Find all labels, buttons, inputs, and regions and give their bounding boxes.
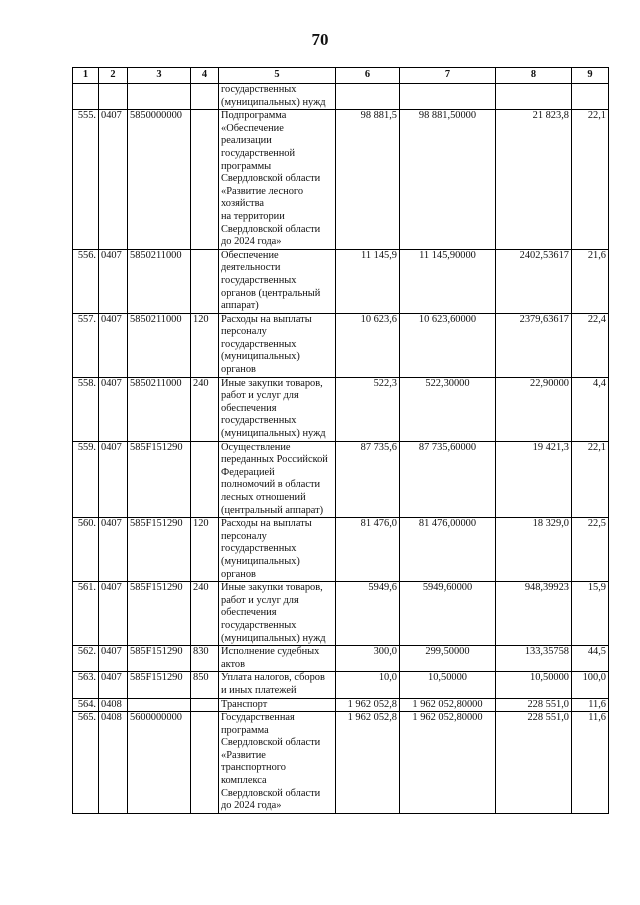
planned-amount: 81 476,00000 xyxy=(400,518,496,582)
planned-amount xyxy=(400,84,496,110)
execution-percent: 22,1 xyxy=(572,110,609,250)
item-name: Расходы на выплаты персоналу государственных (муниципальных) органов xyxy=(219,313,336,377)
target-article-code: 5850211000 xyxy=(128,377,191,441)
approved-amount: 87 735,6 xyxy=(336,441,400,518)
row-number: 562. xyxy=(73,646,99,672)
executed-amount: 948,39923 xyxy=(496,582,572,646)
execution-percent: 21,6 xyxy=(572,249,609,313)
executed-amount: 21 823,8 xyxy=(496,110,572,250)
expense-type-code xyxy=(191,441,219,518)
item-name: Расходы на выплаты персоналу государственных (муниципальных) органов xyxy=(219,518,336,582)
col-header: 8 xyxy=(496,68,572,84)
planned-amount: 1 962 052,80000 xyxy=(400,698,496,712)
executed-amount: 22,90000 xyxy=(496,377,572,441)
expense-type-code xyxy=(191,712,219,814)
table-row xyxy=(73,84,609,110)
target-article-code: 585F151290 xyxy=(128,582,191,646)
executed-amount: 10,50000 xyxy=(496,672,572,698)
item-name: Государственная программа Свердловской области «Развитие транспортного комплекса Свердловской области до 2024 года» xyxy=(219,712,336,814)
approved-amount xyxy=(336,84,400,110)
target-article-code: 585F151290 xyxy=(128,672,191,698)
planned-amount: 98 881,50000 xyxy=(400,110,496,250)
row-number xyxy=(73,84,99,110)
expense-type-code xyxy=(191,698,219,712)
executed-amount: 2379,63617 xyxy=(496,313,572,377)
target-article-code: 585F151290 xyxy=(128,441,191,518)
section-code: 0407 xyxy=(99,441,128,518)
planned-amount: 299,50000 xyxy=(400,646,496,672)
planned-amount: 11 145,90000 xyxy=(400,249,496,313)
target-article-code: 585F151290 xyxy=(128,518,191,582)
section-code: 0407 xyxy=(99,672,128,698)
expense-type-code xyxy=(191,84,219,110)
target-article-code xyxy=(128,698,191,712)
row-number: 561. xyxy=(73,582,99,646)
item-name: Уплата налогов, сборов и иных платежей xyxy=(219,672,336,698)
executed-amount: 228 551,0 xyxy=(496,698,572,712)
item-name: Транспорт xyxy=(219,698,336,712)
item-name: Осуществление переданных Российской Федерацией полномочий в области лесных отношений (центральный аппарат) xyxy=(219,441,336,518)
item-name: Иные закупки товаров, работ и услуг для обеспечения государственных (муниципальных) нужд xyxy=(219,582,336,646)
execution-percent: 22,5 xyxy=(572,518,609,582)
executed-amount: 133,35758 xyxy=(496,646,572,672)
col-header: 1 xyxy=(73,68,99,84)
table-row xyxy=(73,672,609,698)
target-article-code: 5850211000 xyxy=(128,249,191,313)
target-article-code: 5850211000 xyxy=(128,313,191,377)
table-row xyxy=(73,110,609,250)
section-code: 0407 xyxy=(99,377,128,441)
expense-type-code: 240 xyxy=(191,377,219,441)
expense-type-code xyxy=(191,110,219,250)
section-code xyxy=(99,84,128,110)
target-article-code xyxy=(128,84,191,110)
executed-amount xyxy=(496,84,572,110)
executed-amount: 2402,53617 xyxy=(496,249,572,313)
table-row xyxy=(73,377,609,441)
row-number: 560. xyxy=(73,518,99,582)
table-row xyxy=(73,646,609,672)
execution-percent: 100,0 xyxy=(572,672,609,698)
budget-table xyxy=(72,67,609,814)
planned-amount: 10,50000 xyxy=(400,672,496,698)
expense-type-code: 240 xyxy=(191,582,219,646)
execution-percent: 15,9 xyxy=(572,582,609,646)
approved-amount: 1 962 052,8 xyxy=(336,698,400,712)
executed-amount: 228 551,0 xyxy=(496,712,572,814)
expense-type-code: 830 xyxy=(191,646,219,672)
target-article-code: 5850000000 xyxy=(128,110,191,250)
section-code: 0407 xyxy=(99,249,128,313)
section-code: 0408 xyxy=(99,698,128,712)
table-row xyxy=(73,582,609,646)
row-number: 555. xyxy=(73,110,99,250)
execution-percent: 22,4 xyxy=(572,313,609,377)
section-code: 0407 xyxy=(99,518,128,582)
section-code: 0407 xyxy=(99,646,128,672)
expense-type-code xyxy=(191,249,219,313)
planned-amount: 522,30000 xyxy=(400,377,496,441)
execution-percent: 11,6 xyxy=(572,712,609,814)
table-row xyxy=(73,313,609,377)
execution-percent: 22,1 xyxy=(572,441,609,518)
header-row xyxy=(73,68,609,84)
col-header: 3 xyxy=(128,68,191,84)
planned-amount: 1 962 052,80000 xyxy=(400,712,496,814)
execution-percent: 11,6 xyxy=(572,698,609,712)
expense-type-code: 120 xyxy=(191,313,219,377)
table-row xyxy=(73,698,609,712)
executed-amount: 18 329,0 xyxy=(496,518,572,582)
row-number: 556. xyxy=(73,249,99,313)
section-code: 0407 xyxy=(99,582,128,646)
col-header: 2 xyxy=(99,68,128,84)
col-header: 9 xyxy=(572,68,609,84)
row-number: 557. xyxy=(73,313,99,377)
approved-amount: 10 623,6 xyxy=(336,313,400,377)
planned-amount: 10 623,60000 xyxy=(400,313,496,377)
execution-percent: 44,5 xyxy=(572,646,609,672)
table-row xyxy=(73,441,609,518)
row-number: 559. xyxy=(73,441,99,518)
table-row xyxy=(73,712,609,814)
row-number: 558. xyxy=(73,377,99,441)
item-name: Обеспечение деятельности государственных органов (центральный аппарат) xyxy=(219,249,336,313)
planned-amount: 5949,60000 xyxy=(400,582,496,646)
page-number: 70 xyxy=(311,30,329,49)
item-name: Исполнение судебных актов xyxy=(219,646,336,672)
col-header: 7 xyxy=(400,68,496,84)
approved-amount: 10,0 xyxy=(336,672,400,698)
approved-amount: 300,0 xyxy=(336,646,400,672)
item-name: Иные закупки товаров, работ и услуг для обеспечения государственных (муниципальных) нужд xyxy=(219,377,336,441)
row-number: 565. xyxy=(73,712,99,814)
execution-percent xyxy=(572,84,609,110)
approved-amount: 98 881,5 xyxy=(336,110,400,250)
execution-percent: 4,4 xyxy=(572,377,609,441)
table-body xyxy=(73,84,609,814)
item-name: государственных (муниципальных) нужд xyxy=(219,84,336,110)
col-header: 5 xyxy=(219,68,336,84)
expense-type-code: 120 xyxy=(191,518,219,582)
col-header: 4 xyxy=(191,68,219,84)
target-article-code: 5600000000 xyxy=(128,712,191,814)
col-header: 6 xyxy=(336,68,400,84)
expense-type-code: 850 xyxy=(191,672,219,698)
section-code: 0407 xyxy=(99,110,128,250)
approved-amount: 81 476,0 xyxy=(336,518,400,582)
planned-amount: 87 735,60000 xyxy=(400,441,496,518)
table-row xyxy=(73,249,609,313)
approved-amount: 11 145,9 xyxy=(336,249,400,313)
section-code: 0408 xyxy=(99,712,128,814)
executed-amount: 19 421,3 xyxy=(496,441,572,518)
approved-amount: 5949,6 xyxy=(336,582,400,646)
row-number: 564. xyxy=(73,698,99,712)
approved-amount: 522,3 xyxy=(336,377,400,441)
target-article-code: 585F151290 xyxy=(128,646,191,672)
item-name: Подпрограмма «Обеспечение реализации государственной программы Свердловской области «Развитие лесного хозяйства на территории Свердловской области до 2024 года» xyxy=(219,110,336,250)
row-number: 563. xyxy=(73,672,99,698)
table-row xyxy=(73,518,609,582)
approved-amount: 1 962 052,8 xyxy=(336,712,400,814)
section-code: 0407 xyxy=(99,313,128,377)
